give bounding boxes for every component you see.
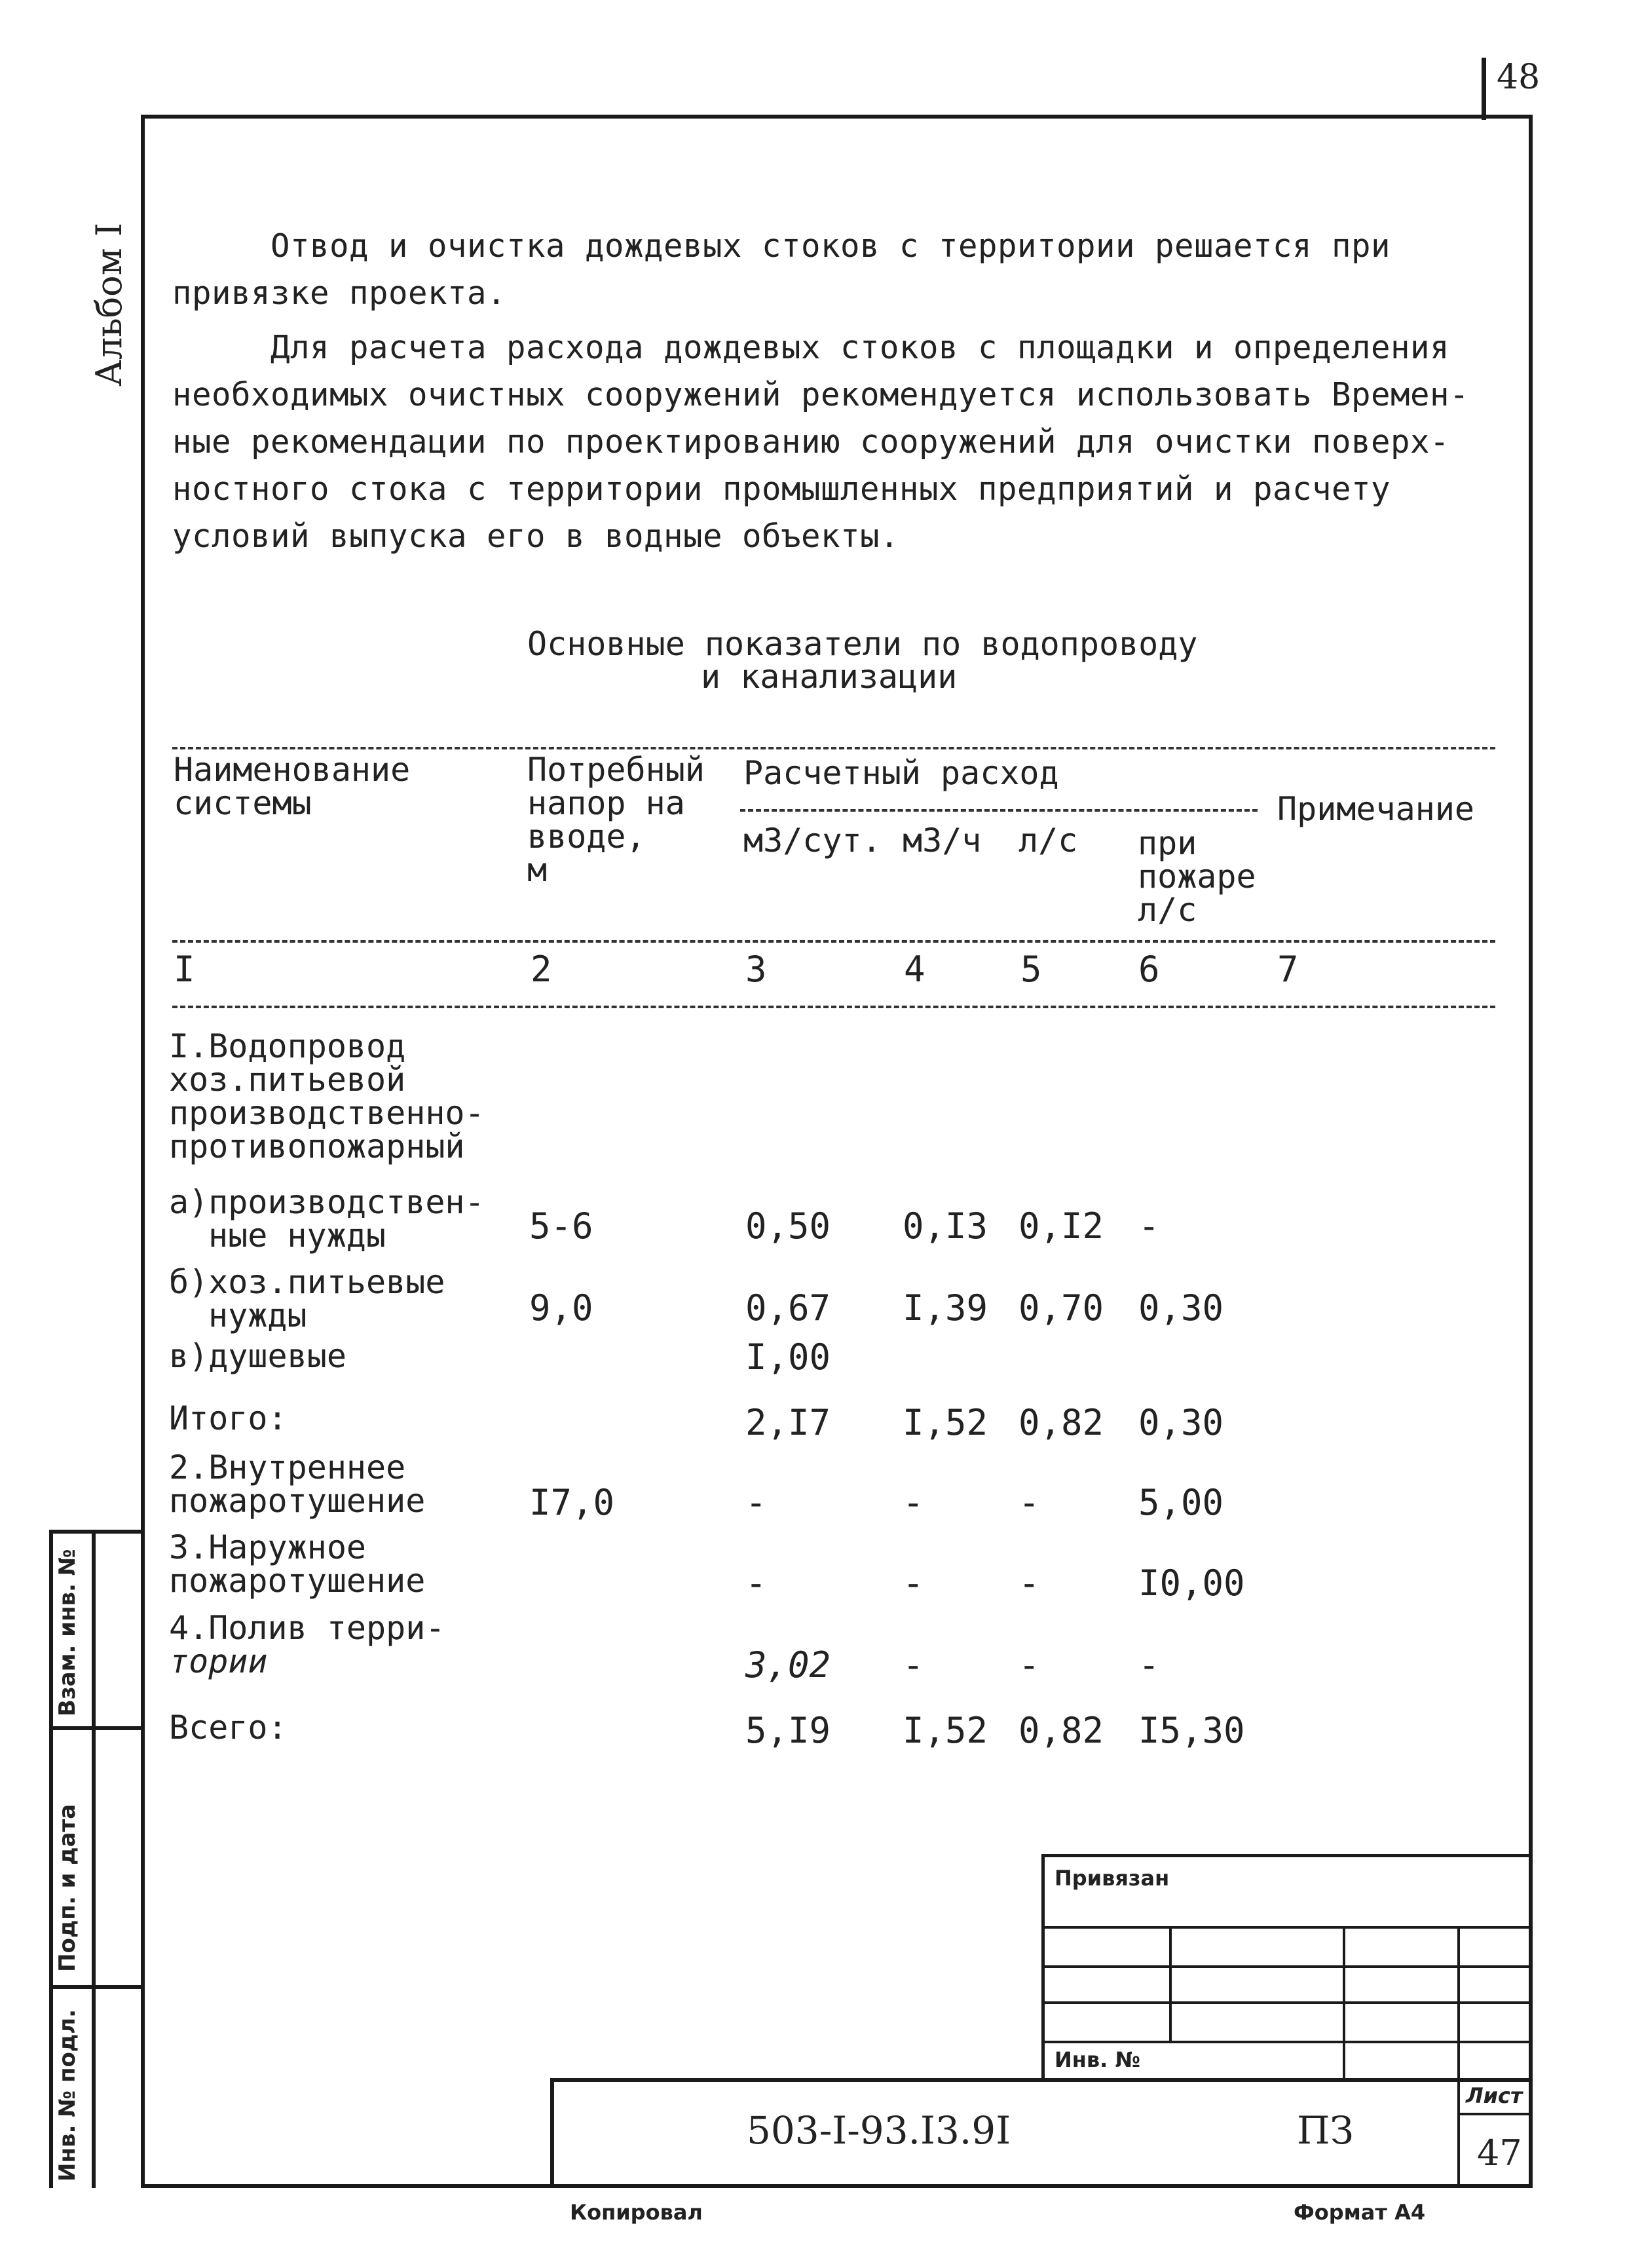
cell-m3-h: - [903, 1562, 924, 1604]
header-m3-day: м3/сут. [743, 822, 882, 860]
paragraph-1: Отвод и очистка дождевых стоков с территории решается при привязке проекта. [172, 227, 1391, 312]
table-row-name: 2.Внутреннее пожаротушение [169, 1448, 426, 1520]
table-title: Основные показатели по водопроводу и канализации [527, 625, 1198, 696]
album-label: Альбом I [88, 222, 130, 387]
column-number: 6 [1138, 949, 1160, 990]
section-code: ПЗ [1297, 2108, 1354, 2153]
cell-pressure: 5-6 [529, 1205, 593, 1247]
page-number-bar [1482, 58, 1486, 120]
cell-fire: I0,00 [1138, 1562, 1245, 1604]
column-number: I [174, 949, 195, 990]
header-note: Примечание [1277, 790, 1475, 828]
header-m3-h: м3/ч [903, 822, 982, 860]
header-pressure: Потребный напор на вводе, м [527, 751, 705, 889]
cell-m3-day: - [745, 1562, 767, 1604]
column-number: 3 [745, 949, 767, 990]
cell-fire: 5,00 [1138, 1482, 1224, 1523]
cell-m3-day: 2,I7 [745, 1402, 831, 1443]
cell-m3-h: - [903, 1644, 924, 1686]
table-row-name: 4.Полив терри- тории [169, 1609, 445, 1680]
cell-ls: 0,70 [1018, 1287, 1104, 1329]
table-top-rule [172, 747, 1495, 749]
vzam-inv-label: Взам. инв. № [54, 1549, 81, 1716]
cell-m3-day: I,00 [745, 1336, 831, 1378]
cell-pressure: 9,0 [529, 1287, 593, 1329]
cell-ls: 0,82 [1018, 1710, 1104, 1751]
cell-fire: I5,30 [1138, 1710, 1245, 1751]
table-row-name: в)душевые [169, 1337, 346, 1375]
header-flow: Расчетный расход [743, 754, 1059, 792]
cell-m3-h: I,39 [903, 1287, 988, 1329]
cell-ls: - [1018, 1562, 1040, 1604]
cell-ls: 0,82 [1018, 1402, 1104, 1443]
cell-fire: - [1138, 1205, 1160, 1247]
cell-pressure: I7,0 [529, 1482, 615, 1523]
column-number: 2 [531, 949, 552, 990]
table-row-name: а)производствен- ные нужды [169, 1183, 485, 1255]
cell-m3-h: I,52 [903, 1710, 988, 1751]
document-code: 503-I-93.I3.9I [747, 2108, 1011, 2153]
column-number: 7 [1277, 949, 1299, 990]
cell-m3-h: - [903, 1482, 924, 1523]
flow-subheader-rule [740, 809, 1258, 812]
podp-data-label: Подп. и дата [54, 1804, 81, 1972]
header-name: Наименование системы [174, 751, 411, 822]
sheet-number: 47 [1477, 2132, 1522, 2174]
header-ls: л/с [1018, 822, 1078, 860]
cell-fire: 0,30 [1138, 1287, 1224, 1329]
column-numbers-rule [172, 1006, 1495, 1008]
header-fire: при пожаре л/с [1138, 824, 1256, 929]
inv-no-label: Инв. № [1055, 2047, 1140, 2072]
paragraph-2: Для расчета расхода дождевых стоков с площадки и определения необходимых очистных сооружений рекомендуется использовать Времен- ные рекомендации по проектированию сооружений для очистки поверх- ностного стока с территории промышленных предприятий и расчету условий выпуска его в водные объекты. [172, 329, 1470, 555]
cell-m3-day: - [745, 1482, 767, 1523]
column-number: 4 [904, 949, 925, 990]
cell-m3-day: 0,50 [745, 1205, 831, 1247]
header-bottom-rule [172, 940, 1495, 943]
cell-m3-day: 5,I9 [745, 1710, 831, 1751]
table-row-name: 3.Наружное пожаротушение [169, 1528, 426, 1600]
page-number: 48 [1497, 58, 1541, 97]
inv-podl-label: Инв. № подл. [54, 2009, 81, 2182]
cell-m3-h: I,52 [903, 1402, 988, 1443]
cell-m3-day: 3,02 [745, 1644, 831, 1686]
table-row-name: I.Водопровод хоз.питьевой производственно- противопожарный [169, 1027, 485, 1165]
cell-fire: - [1138, 1644, 1160, 1686]
table-row-name: б)хоз.питьевые нужды [169, 1263, 445, 1334]
column-number: 5 [1020, 949, 1042, 990]
cell-ls: - [1018, 1644, 1040, 1686]
format-label: Формат А4 [1294, 2200, 1426, 2225]
cell-ls: - [1018, 1482, 1040, 1523]
cell-ls: 0,I2 [1018, 1205, 1104, 1247]
table-row-name: Итого: [169, 1399, 288, 1437]
cell-fire: 0,30 [1138, 1402, 1224, 1443]
table-row-name: Всего: [169, 1709, 288, 1747]
cell-m3-h: 0,I3 [903, 1205, 988, 1247]
cell-m3-day: 0,67 [745, 1287, 831, 1329]
privyazan-label: Привязан [1055, 1866, 1170, 1891]
kopiroval-label: Копировал [570, 2200, 703, 2225]
sheet-label: Лист [1466, 2083, 1523, 2108]
